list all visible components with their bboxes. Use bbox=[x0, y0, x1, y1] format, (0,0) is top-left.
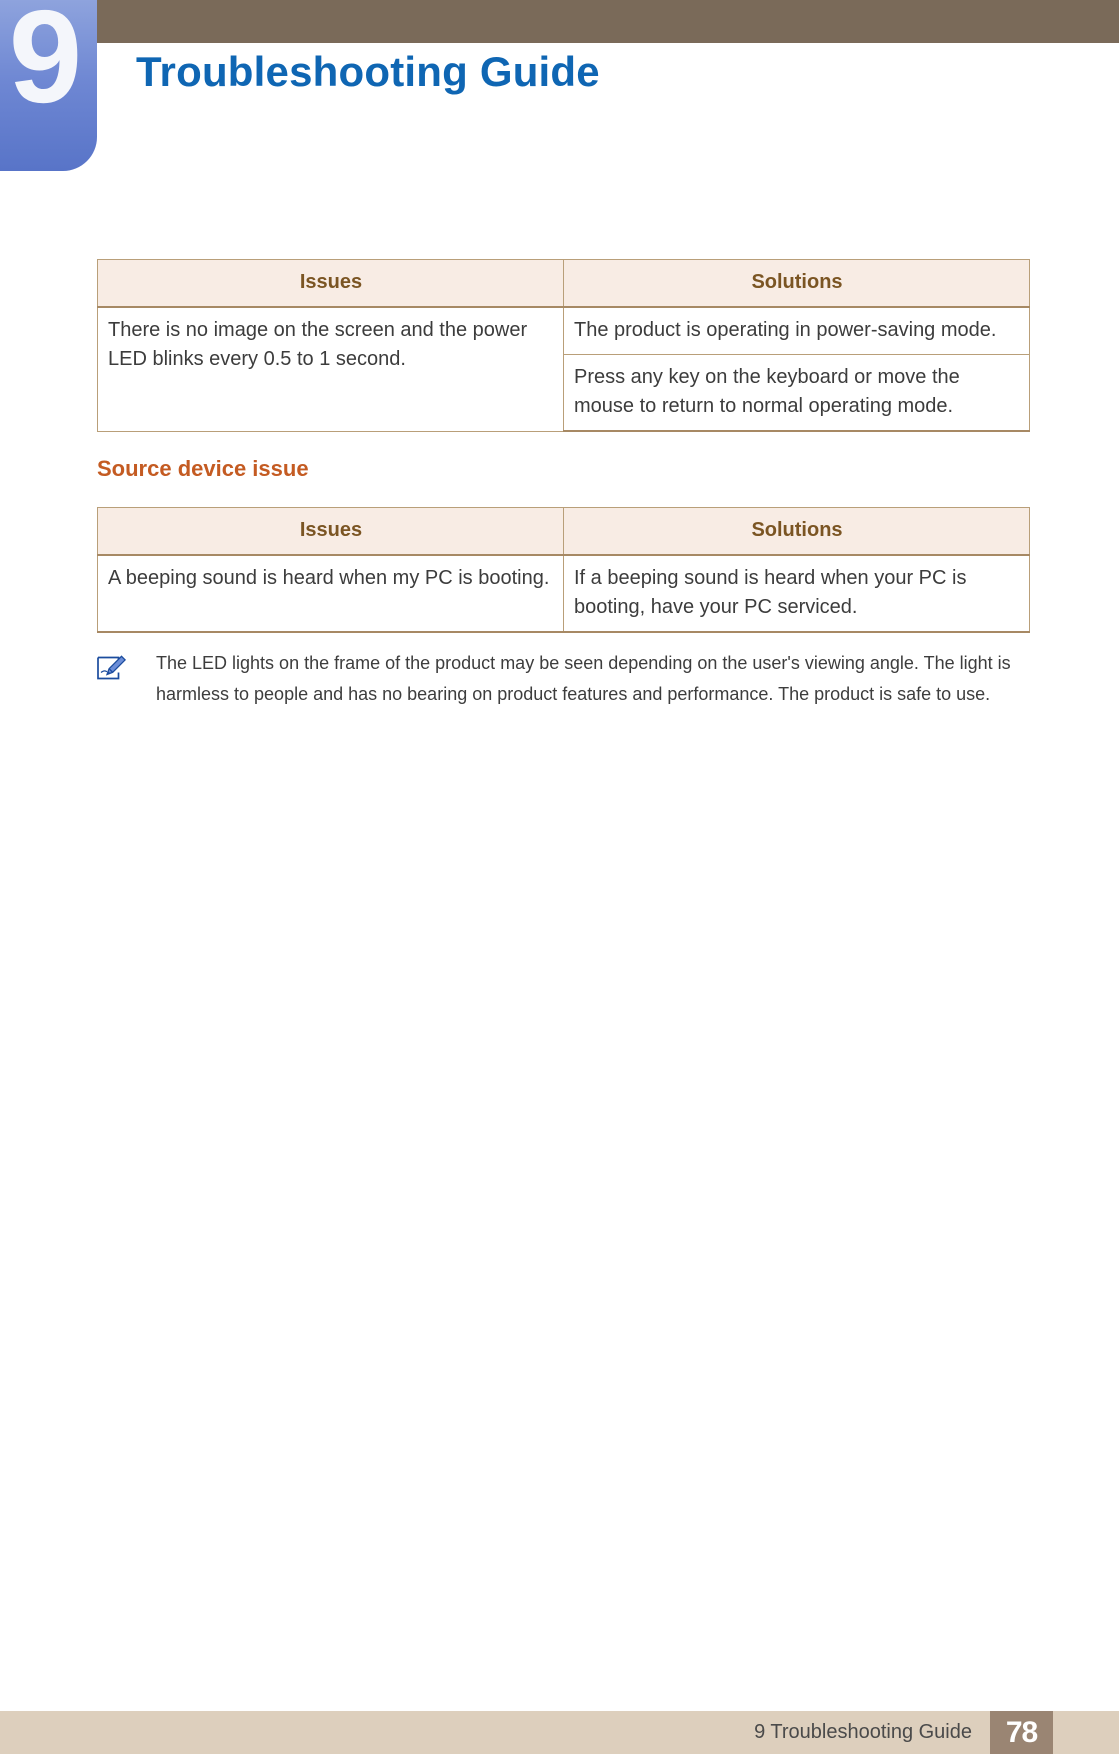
footer-chapter-label: 9 Troubleshooting Guide bbox=[754, 1721, 972, 1743]
page-title: Troubleshooting Guide bbox=[136, 48, 600, 95]
troubleshooting-table bbox=[97, 259, 1030, 432]
solution-cell: Press any key on the keyboard or move the mouse to return to normal operating mode. bbox=[564, 355, 1030, 432]
table-row bbox=[98, 307, 1030, 355]
solutions-header: Solutions bbox=[564, 508, 1030, 556]
page-number: 78 bbox=[990, 1711, 1053, 1754]
note-text: The LED lights on the frame of the product may be seen depending on the user's viewing angle. The light is harmless to people and has no bearing on product features and performance. The product is safe to use. bbox=[156, 653, 1011, 704]
issue-cell: There is no image on the screen and the power LED blinks every 0.5 to 1 second. bbox=[98, 307, 564, 431]
chapter-number: 9 bbox=[8, 0, 83, 130]
chapter-tab bbox=[0, 0, 97, 171]
table-row bbox=[98, 555, 1030, 632]
table-header-row bbox=[98, 260, 1030, 308]
section-heading: Source device issue bbox=[97, 456, 309, 481]
solution-cell: The product is operating in power-saving mode. bbox=[564, 307, 1030, 355]
solutions-header: Solutions bbox=[564, 260, 1030, 308]
issues-header: Issues bbox=[98, 508, 564, 556]
issue-cell: A beeping sound is heard when my PC is booting. bbox=[98, 555, 564, 632]
source-device-issue-table bbox=[97, 507, 1030, 633]
top-bar bbox=[0, 0, 1119, 43]
note-pencil-icon bbox=[97, 654, 127, 681]
solution-cell: If a beeping sound is heard when your PC is booting, have your PC serviced. bbox=[564, 555, 1030, 632]
note-block bbox=[97, 648, 1032, 744]
table-header-row bbox=[98, 508, 1030, 556]
issues-header: Issues bbox=[98, 260, 564, 308]
